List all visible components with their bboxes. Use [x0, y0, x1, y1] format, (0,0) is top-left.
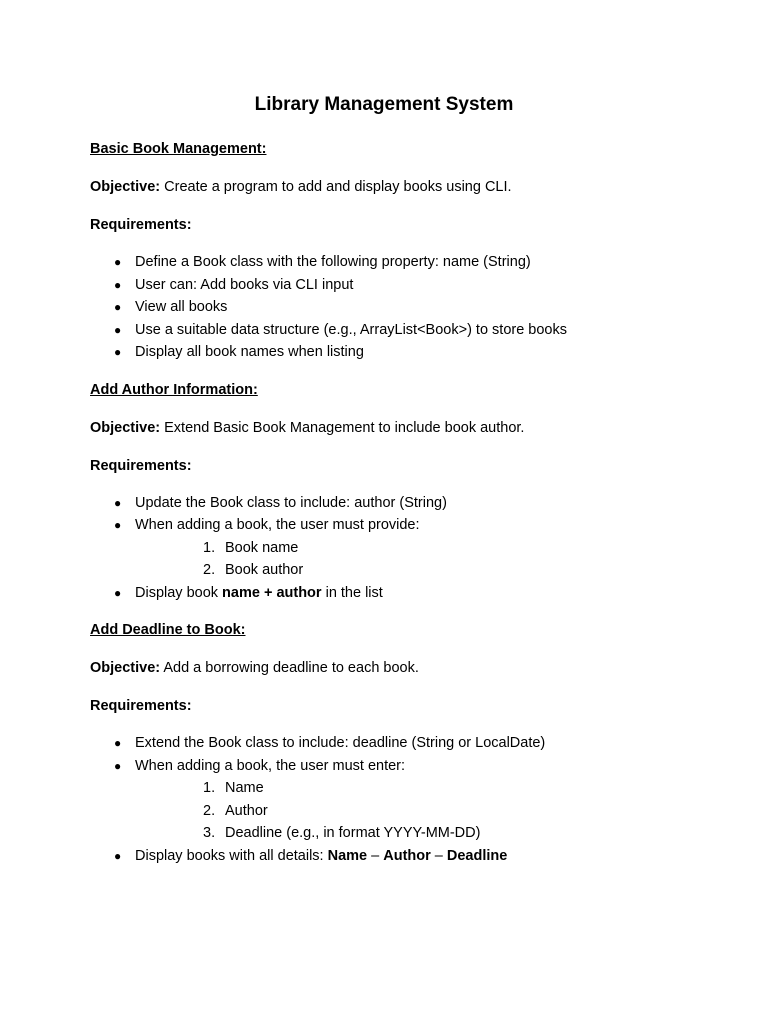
separator: –	[430, 847, 447, 864]
list-item	[90, 319, 690, 342]
detail-deadline: Deadline	[446, 847, 508, 864]
document-page	[90, 92, 690, 882]
bullet-icon: ●	[114, 300, 122, 314]
objective-text: Add a borrowing deadline to each book.	[160, 660, 419, 676]
list-item	[90, 296, 690, 319]
objective	[90, 417, 690, 439]
objective-label: Objective:	[90, 660, 161, 676]
number-label: 1.	[203, 539, 216, 556]
objective-label: Objective:	[90, 179, 161, 195]
sublist-item	[135, 822, 690, 845]
page-title: Library Management System	[254, 94, 514, 115]
list-item-prefix: Display books with all details:	[135, 847, 328, 864]
bullet-icon: ●	[114, 848, 122, 863]
list-item-text: When adding a book, the user must enter:	[135, 757, 406, 774]
bullet-icon: ●	[114, 495, 122, 510]
sublist-item-text: Book author	[225, 562, 304, 578]
list-item-text: User can: Add books via CLI input	[135, 276, 354, 293]
bullet-icon: ●	[114, 736, 122, 750]
bullet-icon: ●	[114, 345, 122, 359]
sublist-item	[135, 800, 690, 823]
objective	[90, 657, 690, 679]
number-label: 2.	[203, 562, 216, 578]
list-item-text: Display all book names when listing	[135, 344, 364, 360]
list-item	[90, 492, 690, 515]
requirements-label: Requirements:	[90, 698, 192, 714]
sublist-item-text: Author	[225, 802, 268, 819]
detail-name: Name	[327, 847, 368, 864]
sublist-item-text: Book name	[225, 539, 299, 556]
list-item	[90, 514, 690, 582]
objective-text: Create a program to add and display books using CLI.	[160, 179, 512, 195]
numbered-sublist	[135, 777, 690, 845]
number-label: 1.	[203, 780, 216, 796]
list-item	[90, 845, 690, 868]
list-item-text: View all books	[135, 299, 228, 315]
sublist-item-text: Deadline (e.g., in format YYYY-MM-DD)	[225, 825, 481, 841]
list-item	[90, 251, 690, 274]
detail-author: Author	[383, 847, 431, 864]
section-heading: Add Deadline to Book:	[90, 622, 246, 638]
section-heading: Add Author Information:	[90, 381, 258, 398]
objective-label: Objective:	[90, 419, 161, 436]
bullet-icon: ●	[114, 585, 122, 600]
list-item	[90, 341, 690, 364]
list-item	[90, 755, 690, 845]
list-item	[90, 732, 690, 755]
bullet-icon: ●	[114, 518, 122, 532]
section-heading: Basic Book Management:	[90, 141, 267, 157]
requirements-label: Requirements:	[90, 217, 192, 233]
numbered-sublist	[135, 537, 690, 582]
list-item-bold: name + author	[222, 584, 322, 601]
bullet-icon: ●	[114, 255, 122, 269]
bullet-icon: ●	[114, 322, 122, 337]
requirements-list	[90, 732, 690, 867]
list-item	[90, 582, 690, 605]
bullet-icon: ●	[114, 758, 122, 773]
sublist-item-text: Name	[225, 780, 264, 796]
list-item-suffix: in the list	[321, 584, 383, 601]
objective	[90, 176, 690, 198]
objective-text: Extend Basic Book Management to include book author.	[160, 419, 525, 436]
list-item-text: Define a Book class with the following property: name (String)	[135, 254, 531, 270]
list-item-text: Extend the Book class to include: deadline (String or LocalDate)	[135, 735, 546, 751]
number-label: 2.	[203, 802, 216, 819]
sublist-item	[135, 559, 690, 582]
section-add-author-information	[90, 379, 690, 605]
requirements-list	[90, 251, 690, 364]
list-item-text: Use a suitable data structure (e.g., ArrayList<Book>) to store books	[135, 321, 567, 338]
list-item	[90, 274, 690, 297]
separator: –	[367, 847, 384, 864]
requirements-label: Requirements:	[90, 457, 192, 474]
list-item-text: When adding a book, the user must provide:	[135, 517, 420, 533]
list-item-text: Update the Book class to include: author (String)	[135, 494, 447, 511]
sublist-item	[135, 537, 690, 560]
requirements-list	[90, 492, 690, 605]
section-basic-book-management	[90, 138, 690, 364]
list-item-prefix: Display book	[135, 584, 223, 601]
number-label: 3.	[203, 825, 216, 841]
bullet-icon: ●	[114, 277, 122, 292]
section-add-deadline-to-book	[90, 619, 690, 867]
sublist-item	[135, 777, 690, 800]
